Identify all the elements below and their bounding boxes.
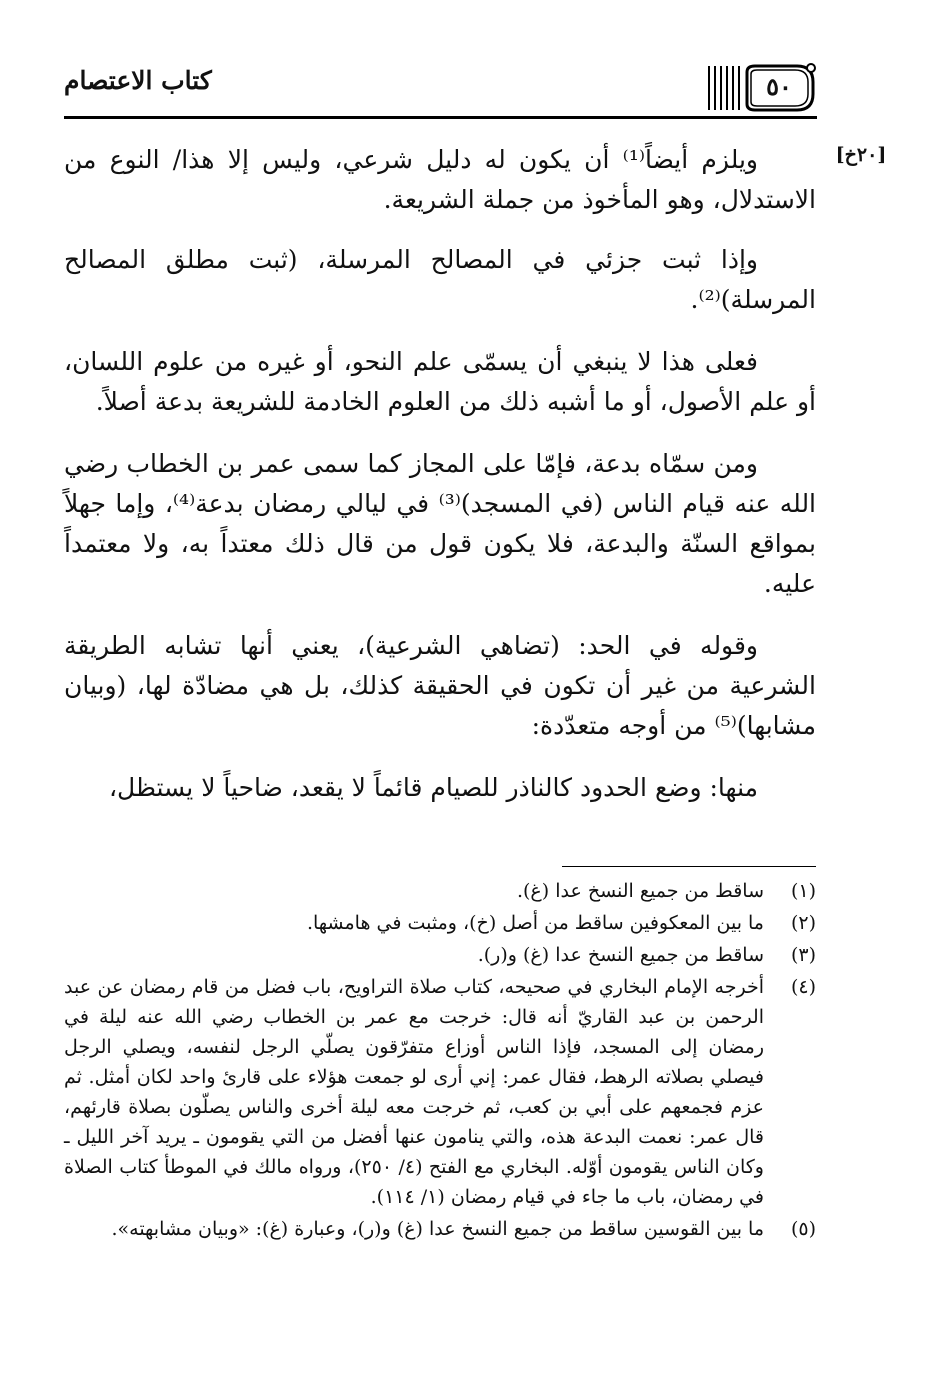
footnote [64,908,816,938]
page-number-ornament [707,60,817,116]
footnote-number: (٥) [790,1218,816,1240]
paragraph: وإذا ثبت جزئي في المصالح المرسلة، (ثبت مطلق المصالح المرسلة)⁽²⁾. [64,245,816,314]
footnote-number: (٢) [790,912,816,934]
footnote-text: ما بين القوسين ساقط من جميع النسخ عدا (غ) و(ر)، وعبارة (غ): «وبيان مشابهته». [111,1218,764,1240]
footnote-number: (٤) [790,976,816,998]
footnote-text: أخرجه الإمام البخاري في صحيحه، كتاب صلاة التراويح، باب فضل من قام رمضان عن عبد الرحمن بن عبد القاريّ أنه قال: خرجت مع عمر بن الخطاب رضي الله عنه ليلة في رمضان إلى المسجد، فإذا الناس أوزاع متفرّقون يصلّي الرجل لنفسه، ويصلي الرجل فيصلي بصلاته الرهط، فقال عمر: إني أرى لو جمعت هؤلاء على قارئ واحد لكان أمثل. ثم عزم فجمعهم على أبي بن كعب، ثم خرجت معه ليلة أخرى والناس يصلّون بصلاة قارئهم، قال عمر: نعمت البدعة هذه، والتي ينامون عنها أفضل من التي يقومون ـ يريد آخر الليل ـ وكان الناس يقومون أوّله. البخاري مع الفتح (٤/ ٢٥٠)، ورواه مالك في الموطأ كتاب الصلاة في رمضان، باب ما جاء في قيام رمضان (١/ ١١٤). [64,976,764,1208]
main-text [64,140,816,830]
paragraph: فعلى هذا لا ينبغي أن يسمّى علم النحو، أو غيره من علوم اللسان، أو علم الأصول، أو ما أشبه ذلك من العلوم الخادمة للشريعة بدعة أصلاً. [64,347,816,416]
header-rule [64,116,817,119]
footnote-text: ساقط من جميع النسخ عدا (غ). [516,880,764,902]
footnote [64,1214,816,1244]
footnote-text: ما بين المعكوفين ساقط من أصل (خ)، ومثبت في هامشها. [306,912,764,934]
footnote [64,940,816,970]
footnote-text: ساقط من جميع النسخ عدا (غ) و(ر). [477,944,764,966]
header-title: كتاب الاعتصام [64,66,212,95]
footnote-separator [562,866,816,867]
footnote [64,972,816,1212]
running-header [64,60,817,120]
page-number: ٥٠ [766,72,792,101]
footnote [64,876,816,906]
paragraph: منها: وضع الحدود كالناذر للصيام قائماً لا يقعد، ضاحياً لا يستظل، [108,773,758,802]
footnote-number: (٣) [790,944,816,966]
paragraph: ويلزم أيضاً⁽¹⁾ أن يكون له دليل شرعي، وليس إلا هذا/ النوع من الاستدلال، وهو المأخوذ من جملة الشريعة. [64,145,816,214]
paragraph: ومن سمّاه بدعة، فإمّا على المجاز كما سمى عمر بن الخطاب رضي الله عنه قيام الناس (في المسجد)⁽³⁾ في ليالي رمضان بدعة⁽⁴⁾، وإما جهلاً بمواقع السنّة والبدعة، فلا يكون قول من قال ذلك معتداً به، ولا معتمداً عليه. [64,449,817,598]
footnotes [64,876,816,1246]
margin-note: [٢٠خ] [835,144,887,166]
paragraph: وقوله في الحد: (تضاهي الشرعية)، يعني أنها تشابه الطريقة الشرعية من غير أن تكون في الحقيقة كذلك، بل هي مضادّة لها، (وبيان مشابها)⁽⁵⁾ من أوجه متعدّدة: [64,631,816,740]
footnote-number: (١) [790,880,816,902]
